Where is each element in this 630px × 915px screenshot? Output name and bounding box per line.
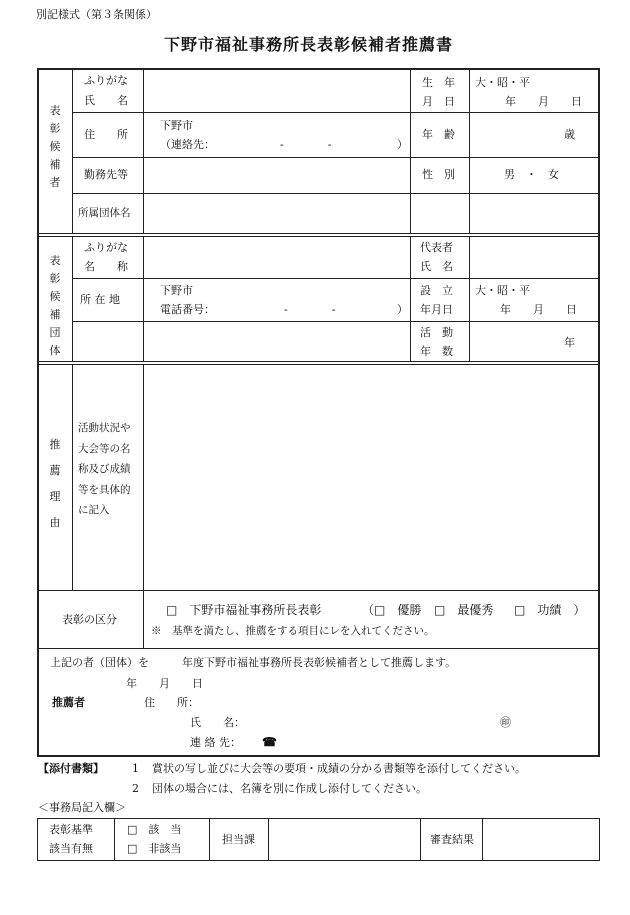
page-title: 下野市福祉事務所長表彰候補者推薦書	[164, 35, 454, 54]
affiliated-group-label: 所属団体名	[78, 207, 131, 219]
location-label: 所 在 地	[80, 293, 120, 306]
age-unit: 歳	[564, 128, 575, 141]
birth-ymd: 年 月 日	[505, 95, 582, 108]
est-label-2: 年月日	[420, 303, 453, 316]
result-field[interactable]	[484, 820, 598, 859]
birth-era: 大・昭・平	[475, 76, 530, 89]
criteria-label-1: 表彰基準	[49, 823, 93, 836]
form-reference: 別記様式（第３条関係）	[36, 8, 157, 21]
recommender-name-field[interactable]	[256, 714, 486, 732]
reason-line-4: 等を具体的	[78, 483, 131, 496]
est-ymd: 年 月 日	[500, 303, 577, 316]
reason-field[interactable]	[145, 366, 597, 589]
birth-label-2: 月 日	[422, 95, 455, 108]
active-label-2: 年 数	[420, 345, 453, 358]
candidate-contact-label: （連絡先：	[160, 138, 215, 151]
candidate-address-city: 下野市	[160, 119, 193, 132]
result-label: 審査結果	[430, 833, 474, 846]
phone-icon: ☎	[262, 735, 277, 749]
phone-label: 電話番号：	[160, 303, 215, 316]
rep-label-1: 代表者	[420, 241, 453, 254]
criteria-no-option[interactable]: □ 非該当	[127, 842, 182, 855]
dept-label: 担当課	[222, 833, 255, 846]
active-unit: 年	[564, 336, 575, 349]
reason-section-label: 推薦理由	[49, 438, 61, 529]
sex-label: 性 別	[422, 168, 455, 181]
candidate-contact-close: ）	[397, 138, 408, 151]
affiliated-group-field[interactable]	[145, 194, 409, 232]
birth-label-1: 生 年	[422, 76, 455, 89]
award-option-merit[interactable]: □ 功績 ）	[514, 603, 586, 617]
group-name-field[interactable]	[145, 238, 409, 277]
attachments-label: 【添付書類】	[38, 762, 104, 775]
group-section-label: 表彰候補団体	[49, 254, 61, 357]
criteria-yes-option[interactable]: □ 該 当	[127, 823, 182, 836]
est-date-field[interactable]	[471, 279, 597, 320]
recommender-name-label: 氏 名：	[190, 716, 245, 729]
criteria-label-2: 該当有無	[49, 842, 93, 855]
candidate-name-field[interactable]	[145, 70, 409, 111]
candidate-address-field[interactable]	[145, 113, 409, 156]
recommend-statement: 上記の者（団体）を 年度下野市福祉事務所長表彰候補者として推薦します。	[50, 656, 457, 669]
attachment-1-number: 1	[132, 762, 139, 775]
rep-name-field[interactable]	[471, 238, 597, 277]
est-label-1: 設 立	[420, 284, 453, 297]
recommender-label: 推薦者	[52, 696, 85, 709]
award-note: ※ 基準を満たし、推薦をする項目にレを入れてください。	[151, 625, 435, 637]
award-option-best[interactable]: □ 最優秀	[434, 603, 494, 617]
age-field[interactable]	[471, 113, 597, 156]
recommender-address-field[interactable]	[210, 694, 590, 712]
candidate-furigana-label: ふりがな	[84, 74, 128, 87]
reason-line-1: 活動状況や	[78, 422, 131, 434]
attachment-2: 団体の場合には、名簿を別に作成し添付してください。	[152, 782, 427, 795]
recommender-address-label: 住 所：	[144, 696, 199, 709]
location-field[interactable]	[145, 279, 409, 320]
recommender-contact-label: 連 絡 先：	[190, 736, 241, 749]
attachment-1: 賞状の写し並びに大会等の要項・成績の分かる書類等を添付してください。	[152, 762, 526, 775]
workplace-field[interactable]	[145, 158, 409, 192]
dept-field[interactable]	[270, 820, 419, 859]
est-era: 大・昭・平	[475, 284, 530, 297]
award-main-option[interactable]: □ 下野市福祉事務所長表彰	[166, 603, 322, 617]
office-heading: ＜事務局記入欄＞	[38, 801, 126, 814]
phone-dashes: - -	[284, 303, 336, 316]
recommend-date: 年 月 日	[126, 677, 203, 690]
recommender-contact-field[interactable]	[280, 734, 580, 752]
reason-line-5: に記入	[78, 504, 110, 516]
group-name-label: 名 称	[84, 260, 128, 273]
award-label: 表彰の区分	[62, 613, 117, 626]
candidate-address-label: 住 所	[84, 128, 128, 141]
reason-line-3: 称及び成績	[78, 463, 131, 475]
sex-options[interactable]: 男 ・ 女	[504, 168, 559, 181]
candidate-contact-dashes: - -	[280, 138, 332, 151]
reason-line-2: 大会等の名	[78, 442, 131, 455]
attachment-2-number: 2	[132, 782, 139, 795]
candidate-name-label: 氏 名	[84, 94, 128, 107]
phone-close: ）	[397, 303, 408, 316]
workplace-label: 勤務先等	[84, 168, 128, 181]
award-option-win[interactable]: （□ 優勝	[362, 603, 422, 617]
candidate-section-label: 表彰候補者	[49, 104, 61, 189]
age-label: 年 齢	[422, 128, 455, 141]
rep-label-2: 氏 名	[420, 260, 453, 273]
group-furigana-label: ふりがな	[84, 241, 128, 254]
birth-date-field[interactable]	[471, 70, 597, 111]
seal-mark: ㊞	[500, 716, 511, 729]
active-years-field[interactable]	[471, 322, 597, 360]
location-city: 下野市	[160, 284, 193, 297]
reason-description	[78, 418, 131, 521]
active-label-1: 活 動	[420, 326, 453, 339]
